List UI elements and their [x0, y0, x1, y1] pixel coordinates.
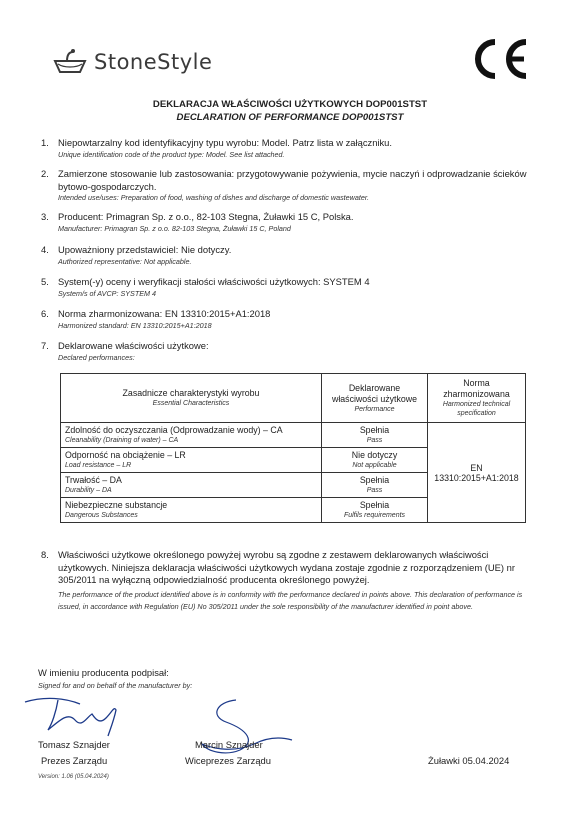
sink-logo-icon [52, 46, 88, 78]
brand-name: StoneStyle [94, 50, 213, 74]
table-cell-performance: Spełnia Pass [322, 473, 428, 498]
table-cell-characteristic: Trwałość – DA Durability – DA [61, 473, 322, 498]
signer-2-title: Wiceprezes Zarządu [185, 755, 271, 766]
item-text-en: System/s of AVCP: SYSTEM 4 [58, 288, 156, 298]
signer-1-title: Prezes Zarządu [41, 755, 108, 766]
item-text-en: Unique identification code of the product type: Model. See list attached. [58, 149, 285, 159]
item-number: 5. [41, 276, 49, 287]
signature-label: W imieniu producenta podpisał: [38, 667, 169, 678]
signature-2-image [196, 692, 316, 762]
item-5 [41, 276, 528, 299]
item-1 [41, 137, 528, 160]
header-standard: Norma zharmonizowana Harmonized technical specification [428, 374, 526, 423]
item-text: Norma zharmonizowana: EN 13310:2015+A1:2018 [58, 308, 271, 319]
table-cell-characteristic: Niebezpieczne substancje Dangerous Substances [61, 498, 322, 523]
item-number: 6. [41, 308, 49, 319]
document-title: DEKLARACJA WŁAŚCIWOŚCI UŻYTKOWYCH DOP001STST [152, 99, 428, 110]
item-text: Niepowtarzalny kod identyfikacyjny typu wyrobu: Model. Patrz lista w załączniku. [58, 137, 392, 148]
item-number: 2. [41, 168, 49, 179]
table-header-row [61, 374, 526, 423]
item-text-en: Manufacturer: Primagran Sp. z o.o. 82-103 Stegna, Żuławki 15 C, Poland [58, 223, 291, 233]
signature-1-image [20, 690, 140, 740]
item-text-en: Intended use/uses: Preparation of food, washing of dishes and discharge of domestic wastewater. [58, 193, 369, 202]
header-characteristics: Zasadnicze charakterystyki wyrobu Essential Characteristics [61, 374, 322, 423]
performance-table [60, 373, 526, 523]
document-title-en: DECLARATION OF PERFORMANCE DOP001STST [176, 112, 404, 123]
table-cell-performance: Spełnia Fulfils requirements [322, 498, 428, 523]
item-text-en: The performance of the product identified above is in conformity with the performance declared in points above. This declaration of performance is issued, in accordance with Regulation (EU) No 305/2011 under the sole responsibility of the manufacturer identified in point above. [58, 589, 523, 611]
table-cell-performance: Nie dotyczy Not applicable [322, 448, 428, 473]
item-6 [41, 308, 528, 331]
place-date: Żuławki 05.04.2024 [428, 755, 510, 766]
item-text: Zamierzone stosowanie lub zastosowania: przygotowywanie pożywienia, mycie naczyń i odprowadzanie ścieków bytowo-gospodarczych. [58, 168, 527, 192]
item-text: System(-y) oceny i weryfikacji stałości właściwości użytkowych: SYSTEM 4 [58, 276, 370, 287]
item-text: Producent: Primagran Sp. z o.o., 82-103 Stegna, Żuławki 15 C, Polska. [58, 211, 354, 222]
item-8 [41, 549, 528, 614]
item-text: Upoważniony przedstawiciel: Nie dotyczy. [58, 244, 232, 255]
header-performance: Deklarowane właściwości użytkowe Performance [322, 374, 428, 423]
item-number: 7. [41, 340, 49, 351]
table-cell-characteristic: Zdolność do oczyszczania (Odprowadzanie wody) – CA Cleanability (Draining of water) – CA [61, 423, 322, 448]
item-number: 8. [41, 549, 49, 560]
item-number: 1. [41, 137, 49, 148]
item-2 [41, 168, 528, 203]
signer-1-name: Tomasz Sznajder [38, 739, 110, 750]
signer-2-name: Marcin Sznajder [195, 739, 263, 750]
item-number: 4. [41, 244, 49, 255]
item-text: Deklarowane właściwości użytkowe: [58, 340, 209, 351]
brand-logo [52, 44, 212, 80]
table-cell-characteristic: Odporność na obciążenie – LR Load resistance – LR [61, 448, 322, 473]
item-number: 3. [41, 211, 49, 222]
table-cell-performance: Spełnia Pass [322, 423, 428, 448]
item-text-en: Harmonized standard: EN 13310:2015+A1:2018 [58, 320, 212, 330]
item-text: Właściwości użytkowe określonego powyżej wyrobu są zgodne z zestawem deklarowanych właściwości użytkowych. Niniejsza deklaracja właściwości użytkowych wydana zostaje zgodnie z rozporządzeniem (UE) nr 305/2011 na wyłączną odpowiedzialność producenta określonego powyżej. [58, 549, 515, 585]
item-text-en: Declared performances: [58, 352, 135, 362]
signature-label-en: Signed for and on behalf of the manufacturer by: [38, 681, 193, 690]
item-3 [41, 211, 528, 234]
item-4 [41, 244, 528, 267]
table-row [61, 423, 526, 448]
item-7 [41, 340, 528, 363]
ce-mark-icon [468, 36, 530, 82]
table-cell-standard: EN 13310:2015+A1:2018 [428, 423, 526, 523]
version-note: Version: 1.06 (05.04.2024) [38, 774, 109, 780]
item-text-en: Authorized representative: Not applicable. [58, 256, 192, 266]
